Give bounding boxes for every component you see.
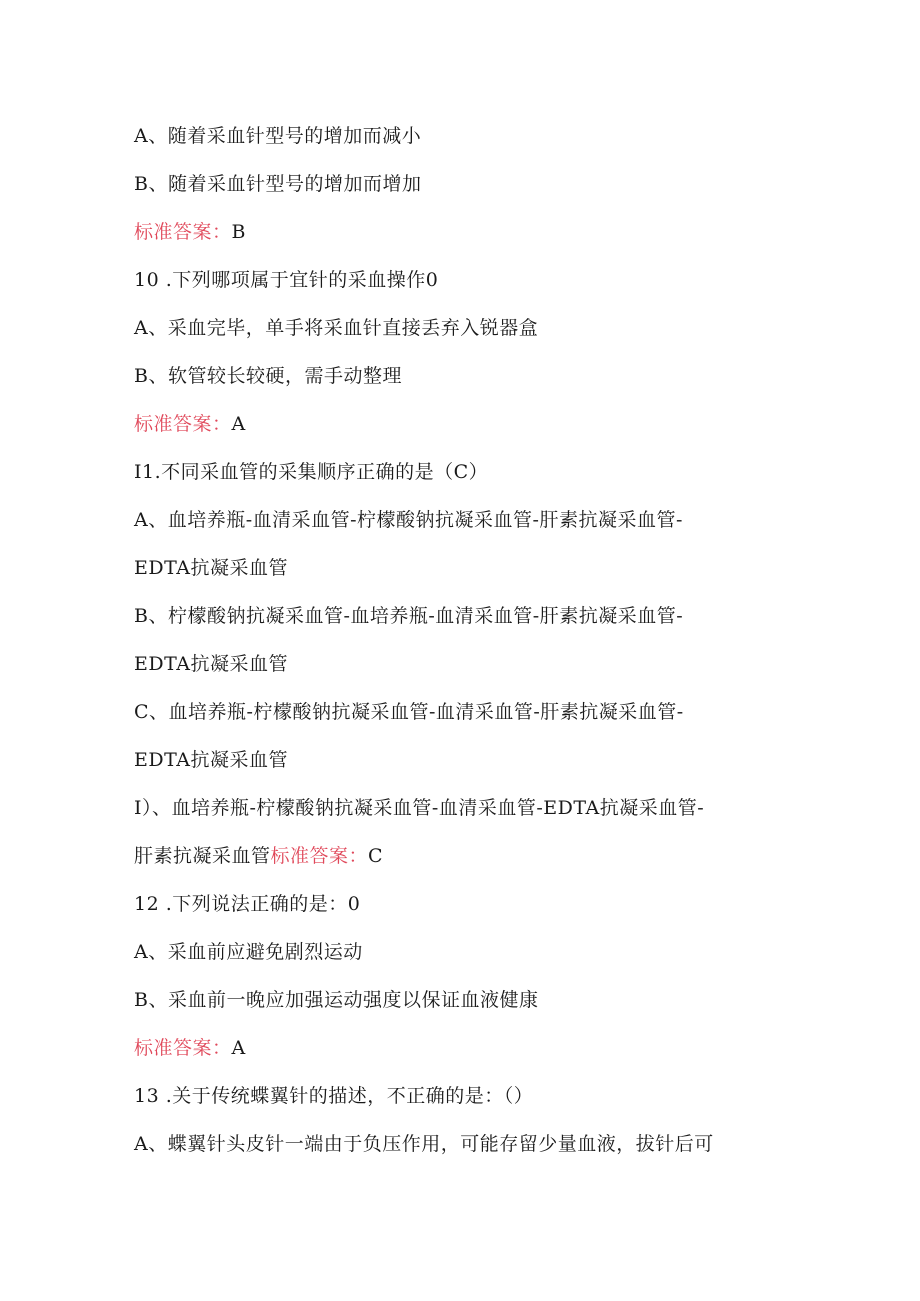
- option-line: [134, 976, 794, 1024]
- option-text: B、随着采血针型号的增加而增加: [134, 173, 422, 195]
- option-text: EDTA抗凝采血管: [134, 653, 288, 675]
- answer-value: A: [231, 1037, 246, 1059]
- answer-label: 标准答案：: [134, 413, 232, 435]
- option-text: I）、血培养瓶-柠檬酸钠抗凝采血管-血清采血管-EDTA抗凝采血管-: [134, 797, 705, 819]
- answer-label: 标准答案：: [134, 221, 232, 243]
- option-line: [134, 1120, 794, 1168]
- option-text: A、蝶翼针头皮针一端由于负压作用，可能存留少量血液，拔针后可: [134, 1133, 714, 1155]
- option-continuation-line: [134, 736, 794, 784]
- option-line: [134, 304, 794, 352]
- option-line: [134, 928, 794, 976]
- question-text: I1.不同采血管的采集顺序正确的是（C）: [134, 461, 489, 483]
- answer-line: [134, 1024, 794, 1072]
- option-text: 肝素抗凝采血管: [134, 845, 271, 867]
- option-text: EDTA抗凝采血管: [134, 749, 288, 771]
- option-continuation-with-answer-line: [134, 832, 794, 880]
- option-text: EDTA抗凝采血管: [134, 557, 288, 579]
- answer-line: [134, 208, 794, 256]
- option-line: [134, 688, 794, 736]
- option-text: C、血培养瓶-柠檬酸钠抗凝采血管-血清采血管-肝素抗凝采血管-: [134, 701, 684, 723]
- option-text: B、软管较长较硬，需手动整理: [134, 365, 402, 387]
- option-text: B、柠檬酸钠抗凝采血管-血培养瓶-血清采血管-肝素抗凝采血管-: [134, 605, 684, 627]
- question-line: [134, 448, 794, 496]
- document-content: [134, 112, 794, 1168]
- option-continuation-line: [134, 640, 794, 688]
- option-line: [134, 112, 794, 160]
- option-continuation-line: [134, 544, 794, 592]
- option-line: [134, 160, 794, 208]
- option-text: A、随着采血针型号的增加而减小: [134, 125, 422, 147]
- answer-line: [134, 400, 794, 448]
- question-line: [134, 1072, 794, 1120]
- option-line: [134, 352, 794, 400]
- answer-label: 标准答案：: [270, 845, 369, 867]
- option-text: A、血培养瓶-血清采血管-柠檬酸钠抗凝采血管-肝素抗凝采血管-: [134, 509, 683, 531]
- answer-value: C: [368, 845, 384, 867]
- option-line: [134, 784, 794, 832]
- answer-value: A: [231, 413, 246, 435]
- option-text: A、采血前应避免剧烈运动: [134, 941, 363, 963]
- answer-label: 标准答案：: [134, 1037, 232, 1059]
- option-line: [134, 592, 794, 640]
- option-text: B、采血前一晚应加强运动强度以保证血液健康: [134, 989, 539, 1011]
- option-text: A、采血完毕，单手将采血针直接丢弃入锐器盒: [134, 317, 539, 339]
- question-text: 12 .下列说法正确的是：0: [134, 893, 361, 915]
- question-text: 10 .下列哪项属于宜针的采血操作0: [134, 269, 439, 291]
- question-line: [134, 880, 794, 928]
- option-line: [134, 496, 794, 544]
- question-line: [134, 256, 794, 304]
- question-text: 13 .关于传统蝶翼针的描述，不正确的是：（）: [134, 1085, 534, 1107]
- answer-value: B: [231, 221, 246, 243]
